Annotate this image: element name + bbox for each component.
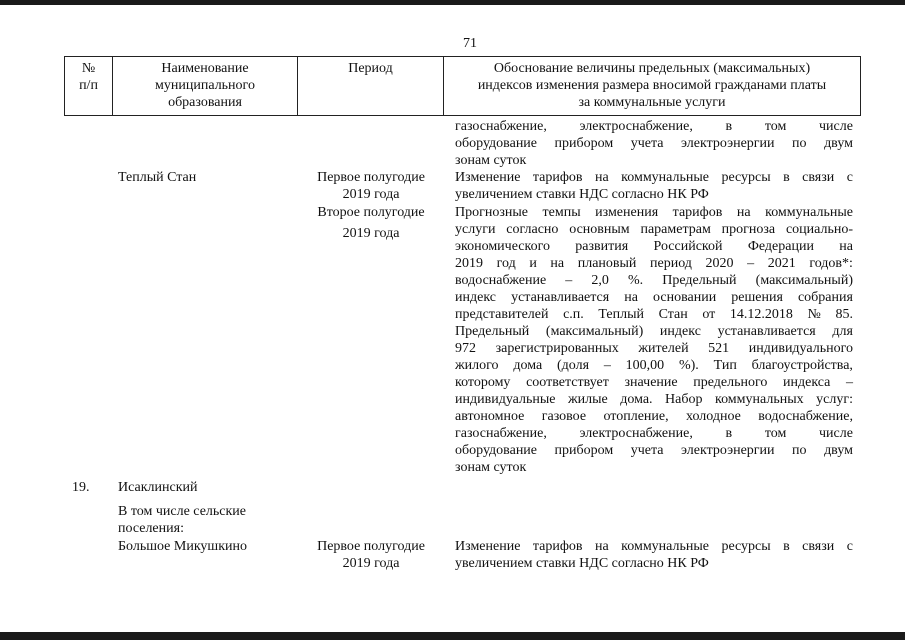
- word: связи: [802, 170, 835, 185]
- basis-line: [455, 204, 853, 221]
- word: благоустройства,: [751, 358, 853, 373]
- word: индивидуальные: [455, 392, 556, 407]
- basis-line: [455, 442, 853, 459]
- basis-line: [455, 357, 853, 374]
- word: в: [725, 426, 733, 441]
- continuation-text: газоснабжение, электроснабжение, в том числе оборудование прибором учета электроэнергии по двум зонам суток: [455, 119, 853, 168]
- word: 85.: [835, 307, 853, 322]
- basis-line: [455, 255, 853, 272]
- page-number: 71: [463, 36, 477, 51]
- word: ресурсы: [721, 170, 771, 185]
- word: электроэнергии: [681, 136, 775, 151]
- basis-line: [455, 221, 853, 238]
- word: прогноза: [721, 222, 776, 237]
- basis-line: [455, 391, 853, 408]
- word: изменения: [595, 205, 659, 220]
- word: индекс: [659, 324, 701, 339]
- word: водоснабжение,: [758, 409, 853, 424]
- word: для: [832, 324, 853, 339]
- header-period: Период: [298, 57, 444, 115]
- word: том: [764, 426, 787, 441]
- word: тарифов: [532, 539, 583, 554]
- just-line: [455, 118, 853, 135]
- word: Изменение: [455, 170, 521, 185]
- word: жителей: [638, 341, 689, 356]
- word: услуги: [455, 222, 496, 237]
- word: –: [565, 273, 573, 288]
- basis-line: [455, 408, 853, 425]
- word: Прогнозные: [455, 205, 528, 220]
- word: коммунальные: [621, 539, 709, 554]
- teply-stan-basis-2: [455, 204, 853, 476]
- word: представителей: [455, 307, 549, 322]
- word: годов*:: [809, 256, 853, 271]
- word: Предельный: [662, 273, 737, 288]
- word: основным: [569, 222, 630, 237]
- word: Российской: [653, 239, 723, 254]
- word: индивидуального: [748, 341, 853, 356]
- word: Изменение: [455, 539, 521, 554]
- teply-stan-name: Теплый Стан: [118, 170, 197, 185]
- word: электроснабжение,: [579, 426, 693, 441]
- word: услуг:: [816, 392, 853, 407]
- table-header: [64, 56, 861, 116]
- word: на: [624, 290, 638, 305]
- word: устанавливается: [511, 290, 610, 305]
- word: двум: [824, 443, 853, 458]
- word: тарифов: [532, 170, 583, 185]
- bottom-border: [0, 632, 905, 640]
- word: холодное: [686, 409, 741, 424]
- teply-stan-basis-1: Изменение тарифов на коммунальные ресурсы в связи с увеличением ставки НДС согласно НК РФ: [455, 170, 853, 202]
- word: электроснабжение,: [579, 119, 693, 134]
- just-line: [455, 538, 853, 555]
- basis-line: [455, 306, 853, 323]
- just-line: [455, 169, 853, 186]
- word: –: [747, 256, 755, 271]
- word: Предельный: [455, 324, 530, 339]
- word: с: [846, 539, 853, 554]
- top-border: [0, 0, 905, 5]
- word: с.п.: [563, 307, 584, 322]
- word: газовое: [541, 409, 587, 424]
- basis-line: [455, 289, 853, 306]
- word: развития: [575, 239, 629, 254]
- word: газоснабжение,: [455, 119, 547, 134]
- word: Набор: [665, 392, 703, 407]
- word: Федерации: [747, 239, 814, 254]
- word: в: [783, 539, 790, 554]
- word: двум: [824, 136, 853, 151]
- word: %).: [678, 358, 699, 373]
- word: коммунальных: [714, 392, 804, 407]
- word: социально-: [785, 222, 853, 237]
- word: плановый: [577, 256, 637, 271]
- word: (максимальный): [755, 273, 853, 288]
- basis-line: [455, 323, 853, 340]
- word: учета: [630, 136, 664, 151]
- word: с: [846, 170, 853, 185]
- word: автономное: [455, 409, 525, 424]
- row-19-number: 19.: [72, 480, 90, 495]
- row-19-name: Исаклинский: [118, 480, 198, 495]
- word: 521: [708, 341, 730, 356]
- word: 100,00: [625, 358, 665, 373]
- word: прибором: [554, 136, 614, 151]
- word: от: [702, 307, 716, 322]
- word: жилого: [455, 358, 499, 373]
- basis-line: [455, 340, 853, 357]
- word: 2,0: [591, 273, 609, 288]
- word: 14.12.2018: [729, 307, 793, 322]
- word: 2019: [455, 256, 483, 271]
- word: индекс: [455, 290, 496, 305]
- row-19-sub-label: В том числе сельские поселения:: [118, 504, 247, 536]
- word: газоснабжение,: [455, 426, 547, 441]
- word: –: [846, 375, 853, 390]
- bolshoe-basis: Изменение тарифов на коммунальные ресурсы в связи с увеличением ставки НДС согласно НК РФ: [455, 539, 853, 571]
- word: Теплый: [598, 307, 645, 322]
- word: дома: [513, 358, 543, 373]
- just-line: [455, 135, 853, 152]
- word: №: [807, 307, 821, 322]
- word: числе: [819, 119, 853, 134]
- word: в: [725, 119, 733, 134]
- word: тарифов: [672, 205, 723, 220]
- word: зарегистрированных: [495, 341, 619, 356]
- word: значение: [624, 375, 678, 390]
- basis-line: [455, 238, 853, 255]
- word: предельного: [693, 375, 768, 390]
- word: (доля: [557, 358, 590, 373]
- word: том: [764, 119, 787, 134]
- word: экономического: [455, 239, 550, 254]
- word: прибором: [554, 443, 614, 458]
- word: по: [792, 443, 807, 458]
- word: учета: [630, 443, 664, 458]
- word: отопление,: [603, 409, 669, 424]
- word: электроэнергии: [681, 443, 775, 458]
- word: и: [529, 256, 537, 271]
- bolshoe-period: Первое полугодие 2019 года: [317, 539, 425, 571]
- word: ресурсы: [721, 539, 771, 554]
- basis-line: [455, 272, 853, 289]
- basis-line: зонам суток: [455, 460, 527, 475]
- word: дома.: [620, 392, 653, 407]
- word: темпы: [542, 205, 581, 220]
- word: оборудование: [455, 443, 538, 458]
- word: Тип: [713, 358, 737, 373]
- word: на: [594, 170, 609, 185]
- header-basis: Обоснование величины предельных (максимальных) индексов изменения размера вносимой гражданами платы за коммунальные услуги: [477, 61, 827, 110]
- basis-line: [455, 425, 853, 442]
- bolshoe-name: Большое Микушкино: [118, 539, 248, 554]
- word: 2021: [767, 256, 796, 271]
- word: (максимальный): [545, 324, 644, 339]
- word: индекса: [783, 375, 831, 390]
- word: на: [594, 539, 609, 554]
- word: на: [550, 256, 565, 271]
- word: жилые: [567, 392, 608, 407]
- word: год: [496, 256, 516, 271]
- word: %.: [628, 273, 644, 288]
- word: Стан: [658, 307, 688, 322]
- word: собрания: [797, 290, 853, 305]
- word: соответствует: [526, 375, 609, 390]
- teply-stan-period-2: Второе полугодие 2019 года: [317, 205, 425, 241]
- word: числе: [819, 426, 853, 441]
- word: основании: [653, 290, 717, 305]
- word: решения: [731, 290, 783, 305]
- word: по: [792, 136, 807, 151]
- word: коммунальные: [621, 170, 709, 185]
- word: на: [839, 239, 853, 254]
- word: связи: [802, 539, 835, 554]
- word: которому: [455, 375, 511, 390]
- word: устанавливается: [717, 324, 816, 339]
- word: период: [650, 256, 692, 271]
- teply-stan-period-1: Первое полугодие 2019 года: [317, 170, 425, 202]
- word: оборудование: [455, 136, 538, 151]
- word: на: [736, 205, 751, 220]
- word: 972: [455, 341, 476, 356]
- word: водоснабжение: [455, 273, 547, 288]
- word: в: [783, 170, 790, 185]
- basis-line: [455, 374, 853, 391]
- word: параметрам: [640, 222, 711, 237]
- word: 2020: [705, 256, 734, 271]
- header-name: Наименование муниципального образования: [113, 57, 298, 115]
- word: коммунальные: [765, 205, 853, 220]
- header-num: № п/п: [65, 57, 113, 115]
- word: согласно: [506, 222, 559, 237]
- word: –: [603, 358, 611, 373]
